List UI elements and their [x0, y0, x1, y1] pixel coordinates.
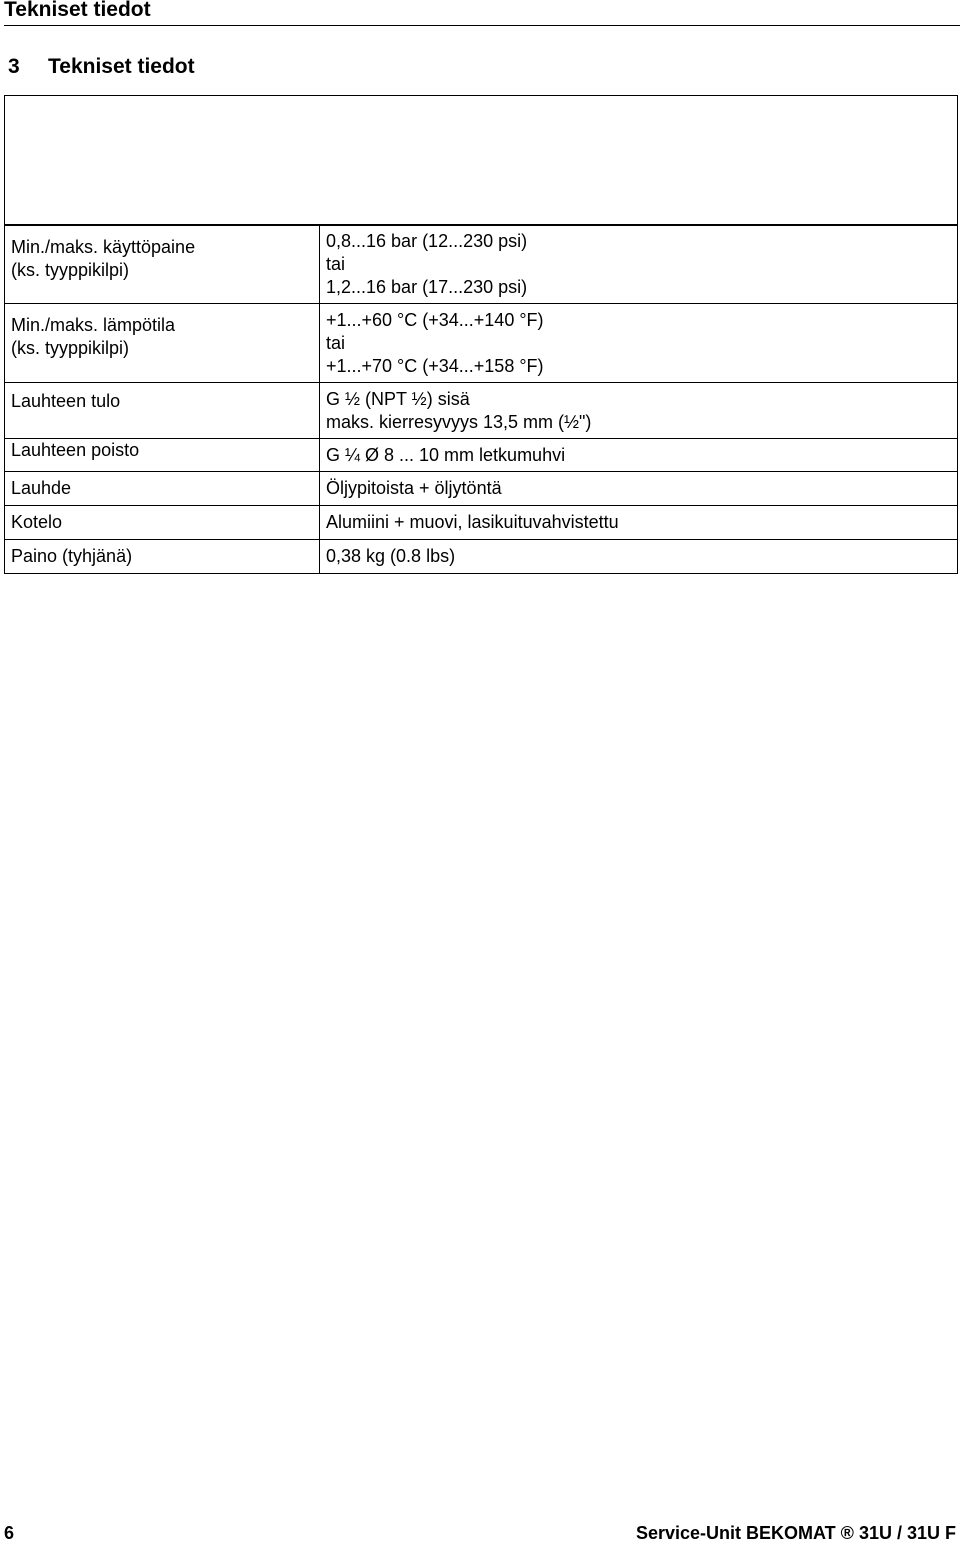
spec-value-line: +1...+60 °C (+34...+140 °F) — [326, 310, 544, 330]
running-header-title: Tekniset tiedot — [4, 0, 151, 21]
spec-value — [320, 225, 958, 304]
spec-label — [5, 225, 320, 304]
spec-label-line: Lauhteen tulo — [11, 391, 121, 411]
spec-label-line: Lauhteen poisto — [11, 440, 140, 460]
spec-row — [5, 439, 958, 472]
footer-page-number: 6 — [4, 1523, 15, 1543]
spec-value-line: 1,2...16 bar (17...230 psi) — [326, 277, 528, 297]
spec-value — [320, 506, 958, 540]
spec-label — [5, 383, 320, 439]
spec-label-line: Lauhde — [11, 478, 72, 498]
spec-row — [5, 540, 958, 574]
spec-value — [320, 439, 958, 472]
spec-label-line: (ks. tyyppikilpi) — [11, 260, 130, 280]
spec-row — [5, 225, 958, 304]
spec-label — [5, 540, 320, 574]
spec-row — [5, 506, 958, 540]
section-heading — [8, 54, 195, 80]
spec-row — [5, 304, 958, 383]
spec-label — [5, 506, 320, 540]
spec-row — [5, 383, 958, 439]
spec-value-line: +1...+70 °C (+34...+158 °F) — [326, 356, 544, 376]
spec-value — [320, 472, 958, 506]
header-rule — [4, 25, 960, 26]
spec-value-line: G ¼ Ø 8 ... 10 mm letkumuhvi — [326, 445, 566, 465]
product-image-frame — [4, 95, 958, 226]
spec-value-line: maks. kierresyvyys 13,5 mm (½") — [326, 412, 592, 432]
section-number: 3 — [8, 55, 20, 78]
spec-row — [5, 472, 958, 506]
spec-table — [4, 224, 958, 574]
spec-value — [320, 304, 958, 383]
spec-value-line: tai — [326, 254, 346, 274]
spec-label-line: Paino (tyhjänä) — [11, 546, 133, 566]
footer-product-name: Service-Unit BEKOMAT ® 31U / 31U F — [635, 1523, 956, 1543]
section-title: Tekniset tiedot — [48, 55, 195, 78]
spec-label-line: Min./maks. käyttöpaine — [11, 237, 196, 257]
spec-value-line: 0,38 kg (0.8 lbs) — [326, 546, 456, 566]
spec-label — [5, 472, 320, 506]
spec-value-line: 0,8...16 bar (12...230 psi) — [326, 231, 528, 251]
spec-value-line: tai — [326, 333, 346, 353]
spec-value-line: Alumiini + muovi, lasikuituvahvistettu — [326, 512, 619, 532]
spec-value-line: Öljypitoista + öljytöntä — [326, 478, 502, 498]
spec-value — [320, 540, 958, 574]
spec-label-line: Kotelo — [11, 512, 63, 532]
spec-label — [5, 304, 320, 383]
spec-value-line: G ½ (NPT ½) sisä — [326, 389, 470, 409]
spec-value — [320, 383, 958, 439]
spec-label — [5, 439, 320, 472]
spec-label-line: (ks. tyyppikilpi) — [11, 338, 130, 358]
spec-label-line: Min./maks. lämpötila — [11, 315, 176, 335]
